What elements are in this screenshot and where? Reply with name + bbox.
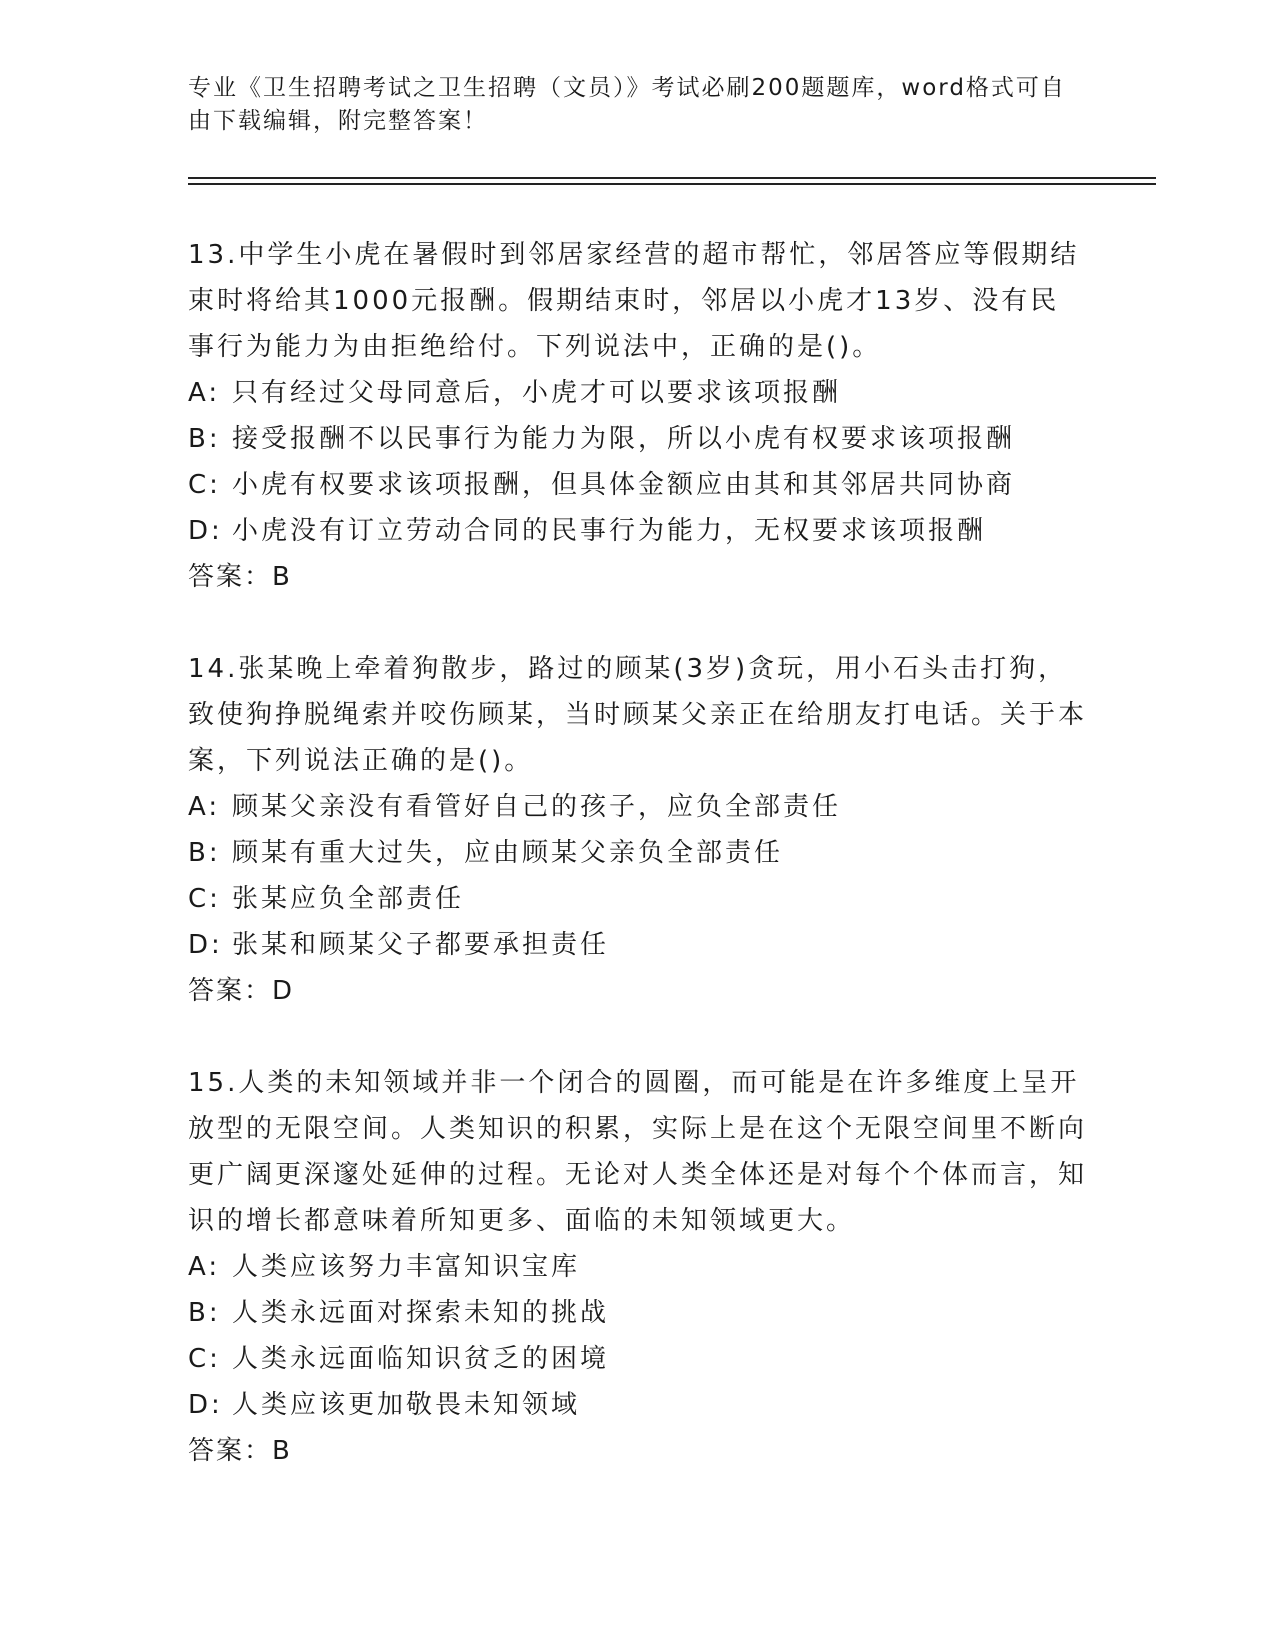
option-letter: A: xyxy=(188,378,221,408)
option-c xyxy=(188,462,1088,508)
option-letter: D: xyxy=(188,516,223,546)
option-d xyxy=(188,922,1088,968)
question-13 xyxy=(188,232,1088,600)
option-a xyxy=(188,784,1088,830)
option-d xyxy=(188,1382,1088,1428)
option-a xyxy=(188,1244,1088,1290)
question-list xyxy=(188,232,1088,1520)
header-divider-top xyxy=(188,177,1156,179)
option-text: 人类永远面对探索未知的挑战 xyxy=(232,1298,610,1328)
option-letter: A: xyxy=(188,792,221,822)
option-letter: B: xyxy=(188,838,221,868)
answer-line: 答案：B xyxy=(188,562,292,592)
option-text: 接受报酬不以民事行为能力为限，所以小虎有权要求该项报酬 xyxy=(232,424,1016,454)
option-b xyxy=(188,830,1088,876)
header-divider-bottom xyxy=(188,183,1156,185)
document-header: 专业《卫生招聘考试之卫生招聘（文员）》考试必刷200题题库，word格式可自由下载编辑，附完整答案！ xyxy=(188,75,1066,134)
question-stem: 13.中学生小虎在暑假时到邻居家经营的超市帮忙，邻居答应等假期结束时将给其1000元报酬。假期结束时，邻居以小虎才13岁、没有民事行为能力为由拒绝给付。下列说法中，正确的是()。 xyxy=(188,240,1080,362)
option-letter: C: xyxy=(188,470,221,500)
option-b xyxy=(188,1290,1088,1336)
option-text: 小虎没有订立劳动合同的民事行为能力，无权要求该项报酬 xyxy=(232,516,987,546)
option-letter: B: xyxy=(188,1298,221,1328)
option-text: 顾某有重大过失，应由顾某父亲负全部责任 xyxy=(232,838,784,868)
question-stem: 15.人类的未知领域并非一个闭合的圆圈，而可能是在许多维度上呈开放型的无限空间。人类知识的积累，实际上是在这个无限空间里不断向更广阔更深邃处延伸的过程。无论对人类全体还是对每个个体而言，知识的增长都意味着所知更多、面临的未知领域更大。 xyxy=(188,1068,1088,1236)
option-c xyxy=(188,876,1088,922)
question-stem: 14.张某晚上牵着狗散步，路过的顾某(3岁)贪玩，用小石头击打狗，致使狗挣脱绳索并咬伤顾某，当时顾某父亲正在给朋友打电话。关于本案，下列说法正确的是()。 xyxy=(188,654,1088,776)
option-text: 张某应负全部责任 xyxy=(232,884,465,914)
option-letter: B: xyxy=(188,424,221,454)
option-letter: D: xyxy=(188,1390,223,1420)
option-text: 人类永远面临知识贫乏的困境 xyxy=(232,1344,610,1374)
option-letter: A: xyxy=(188,1252,221,1282)
option-text: 顾某父亲没有看管好自己的孩子，应负全部责任 xyxy=(232,792,842,822)
question-14 xyxy=(188,646,1088,1014)
option-b xyxy=(188,416,1088,462)
answer-line: 答案：D xyxy=(188,976,295,1006)
option-letter: D: xyxy=(188,930,223,960)
option-c xyxy=(188,1336,1088,1382)
option-text: 小虎有权要求该项报酬，但具体金额应由其和其邻居共同协商 xyxy=(232,470,1016,500)
option-text: 张某和顾某父子都要承担责任 xyxy=(232,930,610,960)
answer-line: 答案：B xyxy=(188,1436,292,1466)
option-text: 只有经过父母同意后，小虎才可以要求该项报酬 xyxy=(232,378,842,408)
option-text: 人类应该更加敬畏未知领域 xyxy=(232,1390,581,1420)
option-letter: C: xyxy=(188,884,221,914)
option-d xyxy=(188,508,1088,554)
option-a xyxy=(188,370,1088,416)
option-text: 人类应该努力丰富知识宝库 xyxy=(232,1252,581,1282)
question-15 xyxy=(188,1060,1088,1474)
option-letter: C: xyxy=(188,1344,221,1374)
